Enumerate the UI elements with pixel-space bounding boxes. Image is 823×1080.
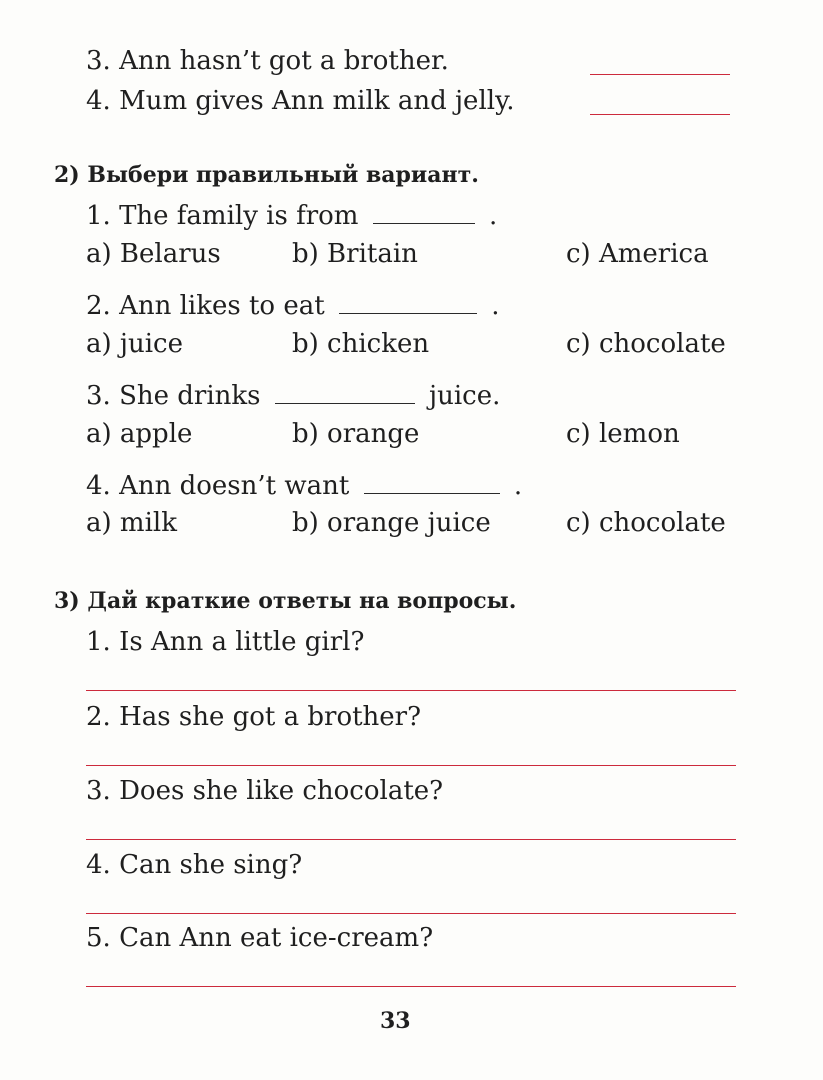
- statement-3: 3. Ann hasn’t got a brother.: [86, 46, 449, 76]
- question-3-2: 2. Has she got a brother?: [86, 702, 422, 732]
- section-3-heading: 3) Дай краткие ответы на вопросы.: [54, 588, 517, 614]
- option-c[interactable]: c) lemon: [566, 419, 680, 449]
- option-b[interactable]: b) orange: [292, 419, 420, 449]
- question-text: 2. Ann likes to eat: [86, 291, 325, 321]
- question-text: 4. Ann doesn’t want: [86, 471, 350, 501]
- statement-4: 4. Mum gives Ann milk and jelly.: [86, 86, 515, 116]
- answer-line-3-4[interactable]: [86, 913, 736, 914]
- answer-line-3-5[interactable]: [86, 986, 736, 987]
- question-2-1: [86, 200, 497, 232]
- option-a[interactable]: a) Belarus: [86, 239, 221, 269]
- fill-blank[interactable]: [364, 492, 500, 494]
- question-3-3: 3. Does she like chocolate?: [86, 776, 444, 806]
- option-c[interactable]: c) chocolate: [566, 329, 726, 359]
- question-2-3: [86, 380, 500, 412]
- answer-line-3-3[interactable]: [86, 839, 736, 840]
- question-3-5: 5. Can Ann eat ice-cream?: [86, 923, 434, 953]
- answer-line-3-2[interactable]: [86, 765, 736, 766]
- fill-blank[interactable]: [275, 402, 415, 404]
- question-3-1: 1. Is Ann a little girl?: [86, 627, 365, 657]
- fill-blank[interactable]: [373, 222, 475, 224]
- option-a[interactable]: a) juice: [86, 329, 183, 359]
- question-end: .: [489, 201, 498, 231]
- option-b[interactable]: b) Britain: [292, 239, 418, 269]
- option-c[interactable]: c) America: [566, 239, 709, 269]
- option-b[interactable]: b) orange juice: [292, 508, 491, 538]
- question-2-4: [86, 470, 522, 502]
- answer-line-statement-3[interactable]: [590, 74, 730, 75]
- question-text: 1. The family is from: [86, 201, 359, 231]
- section-2-heading: 2) Выбери правильный вариант.: [54, 162, 479, 188]
- page-number: 33: [380, 1008, 411, 1034]
- answer-line-3-1[interactable]: [86, 690, 736, 691]
- option-c[interactable]: c) chocolate: [566, 508, 726, 538]
- question-2-2: [86, 290, 499, 322]
- question-text: 3. She drinks: [86, 381, 261, 411]
- option-a[interactable]: a) milk: [86, 508, 177, 538]
- option-b[interactable]: b) chicken: [292, 329, 430, 359]
- question-end: .: [491, 291, 500, 321]
- answer-line-statement-4[interactable]: [590, 114, 730, 115]
- fill-blank[interactable]: [339, 312, 477, 314]
- option-a[interactable]: a) apple: [86, 419, 193, 449]
- question-end: .: [513, 471, 523, 501]
- question-3-4: 4. Can she sing?: [86, 850, 303, 880]
- question-end: juice.: [429, 381, 501, 411]
